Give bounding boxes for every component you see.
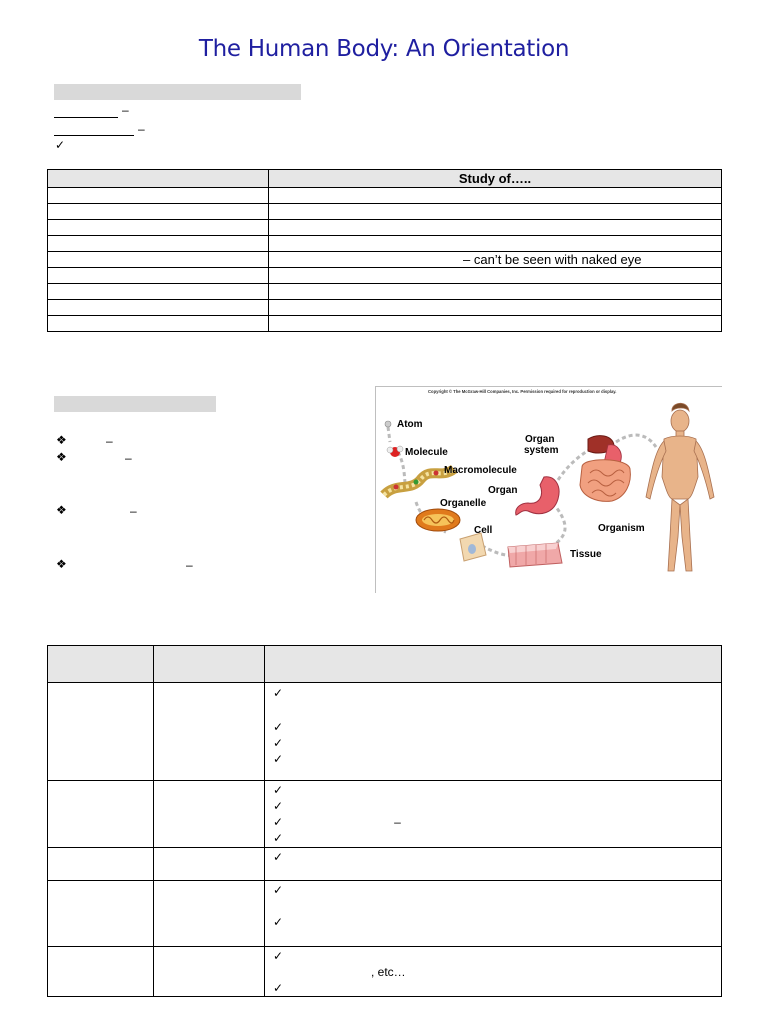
table-row — [48, 220, 722, 236]
figure-copyright: Copyright © The McGraw-Hill Companies, Inc. Permission required for reproduction or display. — [428, 389, 617, 394]
header-study-of: Study of….. — [269, 170, 722, 188]
check-mark: ✓ — [273, 915, 284, 929]
check-mark: ✓ — [273, 981, 284, 995]
table-row — [48, 188, 722, 204]
table-header-row — [48, 646, 722, 683]
bullet-4-dash: – — [186, 558, 193, 572]
microscopic-note: – can’t be seen with naked eye — [269, 252, 722, 268]
check-mark: ✓ — [273, 883, 284, 897]
tissue-icon — [508, 543, 562, 567]
table-row — [48, 300, 722, 316]
table-row — [48, 683, 722, 781]
table-row — [48, 781, 722, 848]
label-macromolecule: Macromolecule — [444, 465, 517, 476]
table-row — [48, 204, 722, 220]
label-molecule: Molecule — [405, 447, 448, 458]
label-cell: Cell — [474, 525, 493, 536]
atom-icon — [385, 421, 391, 427]
label-tissue: Tissue — [570, 549, 602, 560]
table-row — [48, 268, 722, 284]
section-heading-blank-1 — [54, 84, 301, 100]
header-cell-1 — [48, 646, 154, 683]
check-mark: ✓ — [273, 949, 284, 963]
table-row — [48, 947, 722, 997]
human-figure-icon — [646, 403, 714, 571]
table-row — [48, 881, 722, 947]
label-organ-system-line2: system — [524, 445, 559, 456]
page-title: The Human Body: An Orientation — [198, 36, 570, 62]
bullet-3-dash: – — [130, 504, 137, 518]
check-mark: ✓ — [273, 736, 284, 750]
check-mark: ✓ — [55, 138, 66, 152]
bullet-3: ❖ — [56, 503, 67, 517]
cell-icon — [460, 533, 486, 561]
table-row — [48, 236, 722, 252]
stomach-icon — [516, 477, 559, 515]
label-organelle: Organelle — [440, 498, 487, 509]
dash: – — [394, 815, 401, 829]
check-mark: ✓ — [273, 720, 284, 734]
label-atom: Atom — [397, 419, 423, 430]
bullet-1-dash: – — [106, 434, 113, 448]
table-header-row — [48, 170, 722, 188]
bullet-4: ❖ — [56, 557, 67, 571]
levels-of-organization-figure — [375, 386, 722, 593]
blank-line-2 — [54, 121, 134, 136]
dash-2: – — [138, 122, 145, 136]
label-organ-system-line1: Organ — [525, 434, 555, 445]
etc-text: , etc… — [371, 965, 406, 979]
check-mark: ✓ — [273, 686, 284, 700]
check-mark: ✓ — [273, 831, 284, 845]
bullet-2-dash: – — [125, 451, 132, 465]
organelle-icon — [416, 509, 460, 531]
table-row — [48, 252, 722, 268]
label-organism: Organism — [598, 523, 645, 534]
check-mark: ✓ — [273, 815, 284, 829]
bullet-2: ❖ — [56, 450, 67, 464]
table-row — [48, 284, 722, 300]
section-heading-blank-2 — [54, 396, 216, 412]
table-row — [48, 316, 722, 332]
check-mark: ✓ — [273, 752, 284, 766]
digestive-system-icon — [580, 436, 630, 502]
blank-line-1 — [54, 103, 118, 118]
check-mark: ✓ — [273, 799, 284, 813]
header-cell-2 — [154, 646, 265, 683]
study-table — [47, 169, 722, 332]
table-row — [48, 848, 722, 881]
dash-1: – — [122, 103, 129, 117]
label-organ: Organ — [488, 485, 518, 496]
organ-systems-table — [47, 645, 722, 997]
check-mark: ✓ — [273, 783, 284, 797]
bullet-1: ❖ — [56, 433, 67, 447]
check-mark: ✓ — [273, 850, 284, 864]
header-cell-3 — [265, 646, 722, 683]
header-cell-blank — [48, 170, 269, 188]
